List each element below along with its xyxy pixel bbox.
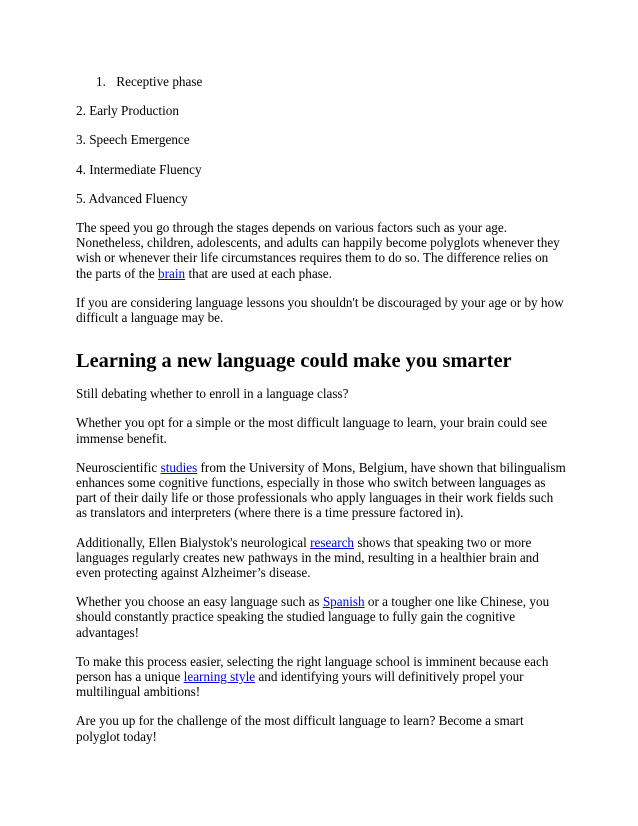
paragraph-text: that are used at each phase. bbox=[185, 265, 332, 281]
list-item-label: Receptive phase bbox=[116, 74, 203, 89]
paragraph-benefit: Whether you opt for a simple or the most difficult language to learn, your brain could see immense benefit. bbox=[76, 415, 548, 446]
paragraph-text: or a tougher one like Chinese, you should constantly practice speaking the studied language to fully gain the cognitive advantages! bbox=[76, 594, 550, 640]
list-item-number: 1. bbox=[96, 74, 106, 89]
paragraph-stages bbox=[76, 220, 566, 281]
paragraph-text: To make this process easier, selecting the right language school is imminent because each person has a unique bbox=[76, 653, 549, 685]
studies-link[interactable]: studies bbox=[160, 459, 198, 475]
list-item bbox=[76, 74, 566, 89]
paragraph-text: The speed you go through the stages depends on various factors such as your age. Nonetheless, children, adolescents, and adults can happily become polyglots whenever they wish or whenever their life circumstances requires them to do so. The difference relies on the parts of the bbox=[76, 220, 560, 281]
paragraph-text: from the University of Mons, Belgium, have shown that bilingualism enhances some cognitive functions, especially in those who switch between languages as part of their daily life or those professionals who apply languages in their work fields such as translators and interpreters (where there is a time pressure factored in). bbox=[76, 459, 566, 521]
paragraph-debating: Still debating whether to enroll in a language class? bbox=[76, 386, 349, 402]
spanish-link[interactable]: Spanish bbox=[322, 594, 365, 610]
paragraph-research bbox=[76, 535, 566, 581]
document-content bbox=[76, 74, 566, 758]
list-item: 3. Speech Emergence bbox=[76, 132, 190, 148]
learning-style-link[interactable]: learning style bbox=[183, 669, 256, 685]
list-item: 2. Early Production bbox=[76, 103, 179, 119]
paragraph-learning-style bbox=[76, 654, 566, 700]
paragraph-challenge: Are you up for the challenge of the most difficult language to learn? Become a smart polyglot today! bbox=[76, 713, 524, 744]
paragraph-studies bbox=[76, 460, 566, 521]
paragraph-spanish bbox=[76, 594, 566, 640]
section-heading: Learning a new language could make you smarter bbox=[76, 350, 512, 373]
paragraph-lessons: If you are considering language lessons you shouldn't be discouraged by your age or by how difficult a language may be. bbox=[76, 294, 564, 326]
paragraph-text: Whether you choose an easy language such as bbox=[76, 594, 323, 610]
list-item: 4. Intermediate Fluency bbox=[76, 161, 202, 177]
paragraph-text: shows that speaking two or more languages regularly creates new pathways in the mind, resulting in a healthier brain and even protecting against Alzheimer’s disease. bbox=[76, 534, 539, 581]
paragraph-text: Neuroscientific bbox=[76, 459, 161, 475]
brain-link[interactable]: brain bbox=[158, 265, 186, 281]
research-link[interactable]: research bbox=[310, 534, 355, 550]
paragraph-text: and identifying yours will definitively propel your multilingual ambitions! bbox=[76, 669, 524, 700]
paragraph-text: Additionally, Ellen Bialystok's neurological bbox=[76, 534, 311, 550]
list-item: 5. Advanced Fluency bbox=[76, 190, 188, 206]
